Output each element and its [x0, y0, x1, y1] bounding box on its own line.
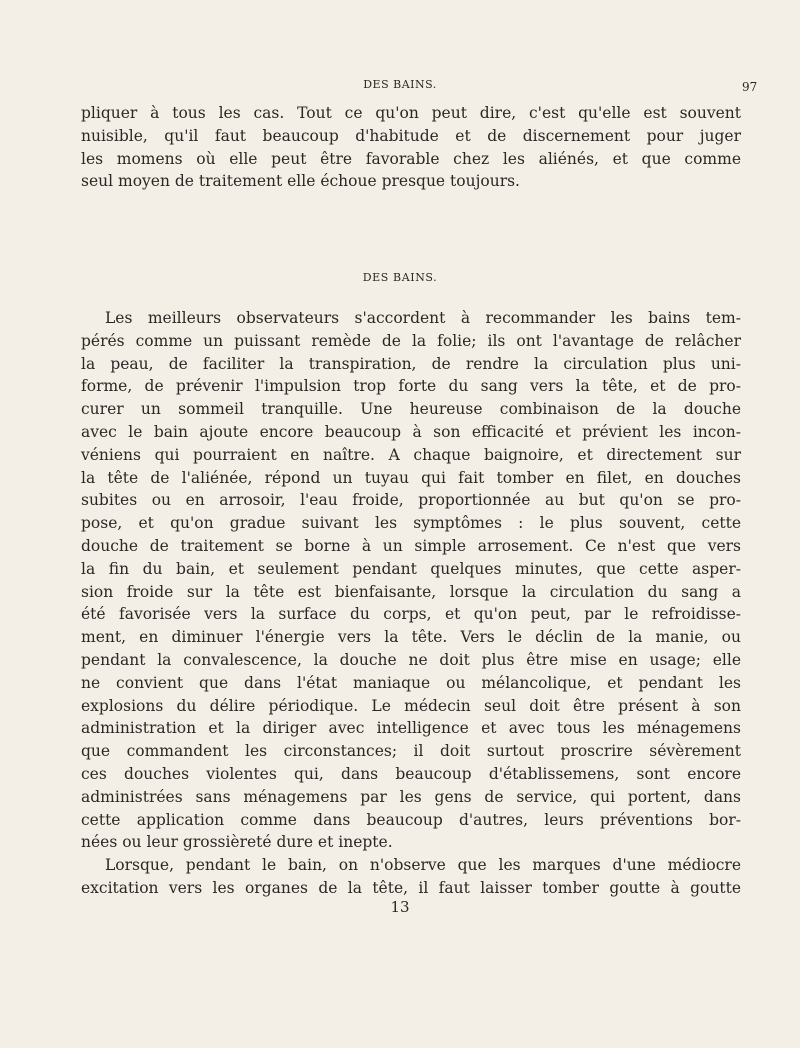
- text-line: seul moyen de traitement elle échoue presque toujours.: [81, 172, 520, 191]
- text-line: douche de traitement se borne à un simple arrosement. Ce n'est que vers: [81, 536, 741, 555]
- text-line: Les meilleurs observateurs s'accordent à recommander les bains tem-: [105, 309, 741, 327]
- paragraph-bains: [81, 307, 741, 854]
- running-title: DES BAINS.: [363, 78, 437, 91]
- text-line: sion froide sur la tête est bienfaisante, lorsque la circulation du sang a: [81, 582, 741, 601]
- section-heading: DES BAINS.: [362, 271, 438, 284]
- text-line: administrées sans ménagemens par les gens de service, qui portent, dans: [81, 787, 741, 806]
- text-line: excitation vers les organes de la tête, il faut laisser tomber goutte à goutte: [81, 878, 741, 897]
- text-line: explosions du délire périodique. Le médecin seul doit être présent à son: [81, 696, 741, 715]
- text-line: la tête de l'aliénée, répond un tuyau qui fait tomber en filet, en douches: [81, 468, 741, 487]
- text-line: administration et la diriger avec intelligence et avec tous les ménagemens: [81, 719, 741, 738]
- text-line: la fin du bain, et seulement pendant quelques minutes, que cette asper-: [81, 559, 741, 578]
- text-line: curer un sommeil tranquille. Une heureuse combinaison de la douche: [81, 400, 741, 419]
- text-line: la peau, de faciliter la transpiration, de rendre la circulation plus uni-: [81, 354, 741, 373]
- text-line: pérés comme un puissant remède de la folie; ils ont l'avantage de relâcher: [81, 331, 741, 350]
- text-line: pendant la convalescence, la douche ne doit plus être mise en usage; elle: [81, 650, 741, 669]
- page-number: 97: [742, 80, 758, 94]
- text-line: forme, de prévenir l'impulsion trop forte du sang vers la tête, et de pro-: [81, 377, 741, 396]
- text-line: ment, en diminuer l'énergie vers la tête. Vers le déclin de la manie, ou: [81, 628, 741, 647]
- text-line: nuisible, qu'il faut beaucoup d'habitude et de discernement pour juger: [81, 126, 741, 145]
- signature-mark: 13: [390, 898, 410, 916]
- text-line: été favorisée vers la surface du corps, et qu'on peut, par le refroidisse-: [81, 605, 741, 624]
- text-line: subites ou en arrosoir, l'eau froide, proportionnée au but qu'on se pro-: [81, 491, 741, 510]
- text-line: que commandent les circonstances; il doit surtout proscrire sévèrement: [81, 742, 741, 761]
- text-line: pose, et qu'on gradue suivant les symptômes : le plus souvent, cette: [81, 514, 741, 533]
- text-line: nées ou leur grossièreté dure et inepte.: [81, 833, 393, 852]
- text-line: pliquer à tous les cas. Tout ce qu'on peut dire, c'est qu'elle est souvent: [81, 104, 741, 122]
- text-line: ces douches violentes qui, dans beaucoup d'établissemens, sont encore: [81, 764, 741, 783]
- paragraph-lorsque: [81, 854, 741, 900]
- text-line: Lorsque, pendant le bain, on n'observe que les marques d'une médiocre: [105, 856, 741, 874]
- text-line: avec le bain ajoute encore beaucoup à son efficacité et prévient les incon-: [81, 422, 741, 441]
- text-line: ne convient que dans l'état maniaque ou mélancolique, et pendant les: [81, 673, 741, 692]
- text-line: cette application comme dans beaucoup d'autres, leurs préventions bor-: [81, 810, 741, 829]
- text-line: les momens où elle peut être favorable chez les aliénés, et que comme: [81, 149, 741, 168]
- paragraph-continuation: [81, 102, 741, 193]
- text-line: véniens qui pourraient en naître. A chaque baignoire, et directement sur: [81, 445, 741, 464]
